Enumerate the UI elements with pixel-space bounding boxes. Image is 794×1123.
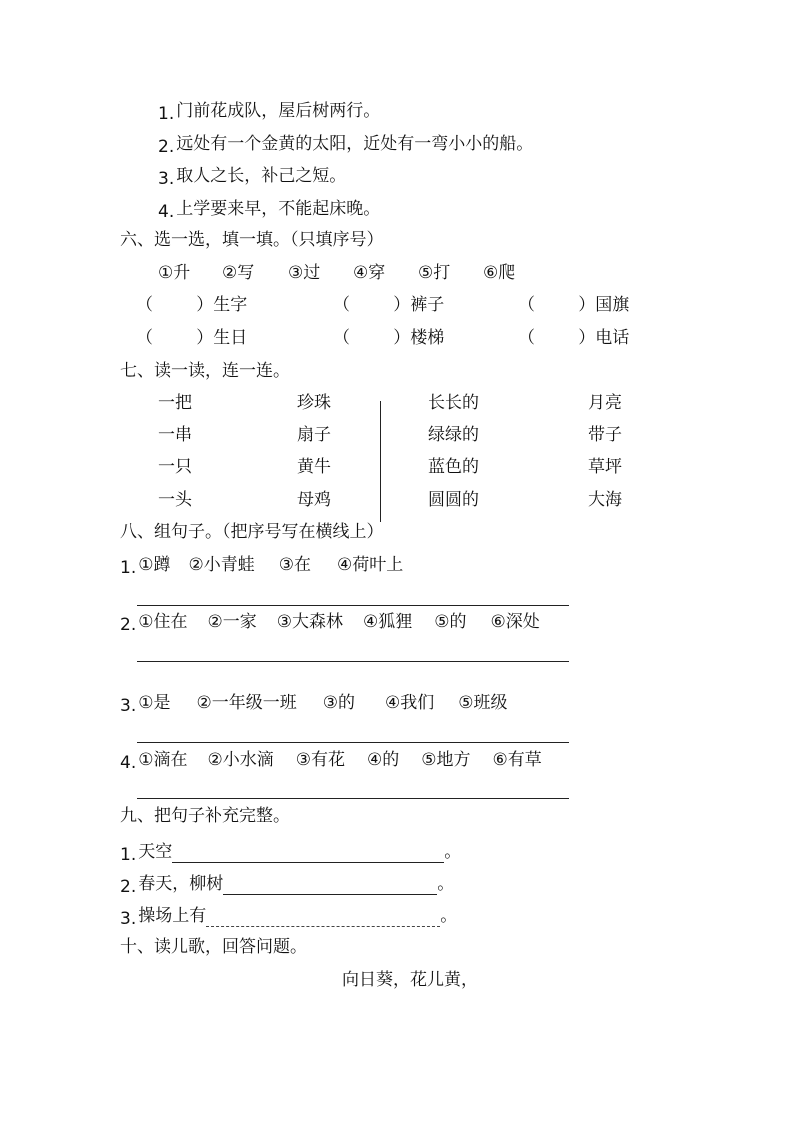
answer-paren[interactable]: （ ） [518, 328, 596, 348]
answer-blank[interactable] [518, 327, 629, 349]
match-word[interactable]: 草坪 [588, 457, 622, 477]
item-number: 1. [158, 104, 175, 124]
complete-sentence-1 [120, 841, 461, 863]
part: ④荷叶上 [336, 555, 404, 575]
section-10-title: 十、读儿歌，回答问题。 [120, 937, 307, 957]
part: ②小青蛙 [188, 555, 255, 575]
sentence-prefix: 天空 [138, 842, 173, 862]
sentence-prefix: 春天，柳树 [138, 874, 224, 894]
fill-blank[interactable] [223, 876, 437, 895]
answer-line[interactable] [137, 661, 569, 662]
section-6-title: 六、选一选，填一填。（只填序号） [120, 230, 384, 250]
answer-blank[interactable] [136, 294, 247, 316]
match-word[interactable]: 母鸡 [297, 490, 331, 510]
item-number: 2. [158, 137, 175, 157]
part: ②一年级一班 [196, 693, 297, 713]
answer-paren[interactable]: （ ） [518, 295, 596, 315]
part: ①住在 [138, 612, 188, 632]
match-word[interactable]: 一把 [158, 393, 192, 413]
sentence-text: 门前花成队，屋后树两行。 [176, 101, 381, 121]
sentence-text: 取人之长，补己之短。 [176, 166, 347, 186]
option: ①升 [158, 263, 191, 283]
match-word[interactable]: 绿绿的 [428, 425, 479, 445]
item-number: 4. [120, 753, 137, 773]
answer-paren[interactable]: （ ） [333, 328, 411, 348]
part: ⑥有草 [492, 750, 542, 770]
word: 裤子 [410, 295, 445, 315]
option: ⑥爬 [483, 263, 516, 283]
part: ③大森林 [276, 612, 343, 632]
option: ②写 [222, 263, 255, 283]
part: ④的 [366, 750, 400, 770]
sentence-4 [158, 198, 380, 220]
option: ④穿 [353, 263, 386, 283]
part: ⑤班级 [458, 693, 508, 713]
answer-paren[interactable]: （ ） [136, 295, 214, 315]
sentence-1 [158, 100, 380, 122]
answer-paren[interactable]: （ ） [136, 328, 214, 348]
match-word[interactable]: 扇子 [297, 425, 331, 445]
part: ③在 [278, 555, 311, 575]
section-8-title: 八、组句子。（把序号写在横线上） [120, 522, 384, 542]
match-word[interactable]: 蓝色的 [428, 457, 479, 477]
item-number: 4. [158, 202, 175, 222]
part: ④我们 [384, 693, 435, 713]
complete-sentence-3 [120, 905, 457, 927]
match-word[interactable]: 带子 [588, 425, 622, 445]
word: 楼梯 [410, 328, 445, 348]
item-number: 3. [120, 909, 137, 929]
part: ③有花 [295, 750, 345, 770]
item-number: 2. [120, 877, 137, 897]
part: ①是 [138, 693, 171, 713]
sentence-text: 远处有一个金黄的太阳，近处有一弯小小的船。 [176, 134, 534, 154]
part: ①滴在 [138, 750, 188, 770]
answer-blank[interactable] [333, 294, 444, 316]
answer-blank[interactable] [136, 327, 247, 349]
sentence-parts-4 [120, 749, 542, 771]
answer-paren[interactable]: （ ） [333, 295, 411, 315]
part: ②小水滴 [207, 750, 274, 770]
part: ⑤的 [434, 612, 467, 632]
item-number: 3. [120, 696, 137, 716]
sentence-parts-1 [120, 554, 403, 576]
answer-blank[interactable] [518, 294, 629, 316]
word: 生日 [213, 328, 248, 348]
section-9-title: 九、把句子补充完整。 [120, 806, 290, 826]
item-number: 2. [120, 615, 137, 635]
match-word[interactable]: 圆圆的 [428, 490, 479, 510]
part: ⑤地方 [421, 750, 471, 770]
fill-blank[interactable] [206, 908, 440, 927]
match-word[interactable]: 珍珠 [297, 393, 331, 413]
option: ③过 [288, 263, 321, 283]
part: ④狐狸 [362, 612, 413, 632]
word: 生字 [213, 295, 248, 315]
section-7-title: 七、读一读，连一连。 [120, 361, 290, 381]
match-word[interactable]: 一只 [158, 457, 192, 477]
poem-line: 向日葵，花儿黄， [342, 970, 478, 990]
word: 国旗 [595, 295, 630, 315]
sentence-text: 上学要来早，不能起床晚。 [176, 199, 381, 219]
part: ⑥深处 [490, 612, 540, 632]
word: 电话 [595, 328, 630, 348]
sentence-suffix: 。 [444, 842, 462, 862]
match-word[interactable]: 月亮 [588, 393, 622, 413]
match-word[interactable]: 长长的 [428, 393, 479, 413]
option: ⑤打 [418, 263, 451, 283]
part: ①蹲 [138, 555, 171, 575]
sentence-2 [158, 133, 533, 155]
item-number: 1. [120, 558, 137, 578]
match-word[interactable]: 一头 [158, 490, 192, 510]
sentence-suffix: 。 [440, 906, 458, 926]
match-word[interactable]: 大海 [588, 490, 622, 510]
fill-blank[interactable] [172, 844, 444, 863]
part: ②一家 [207, 612, 257, 632]
sentence-suffix: 。 [437, 874, 455, 894]
match-word[interactable]: 一串 [158, 425, 192, 445]
sentence-prefix: 操场上有 [138, 906, 207, 926]
sentence-3 [158, 165, 346, 187]
sentence-parts-2 [120, 611, 540, 633]
match-word[interactable]: 黄牛 [297, 457, 331, 477]
answer-line[interactable] [137, 605, 569, 606]
item-number: 3. [158, 169, 175, 189]
complete-sentence-2 [120, 873, 454, 895]
part: ③的 [322, 693, 355, 713]
answer-blank[interactable] [333, 327, 444, 349]
sentence-parts-3 [120, 692, 507, 714]
column-divider [380, 401, 381, 522]
answer-line[interactable] [137, 742, 569, 743]
item-number: 1. [120, 845, 137, 865]
answer-line[interactable] [137, 798, 569, 799]
